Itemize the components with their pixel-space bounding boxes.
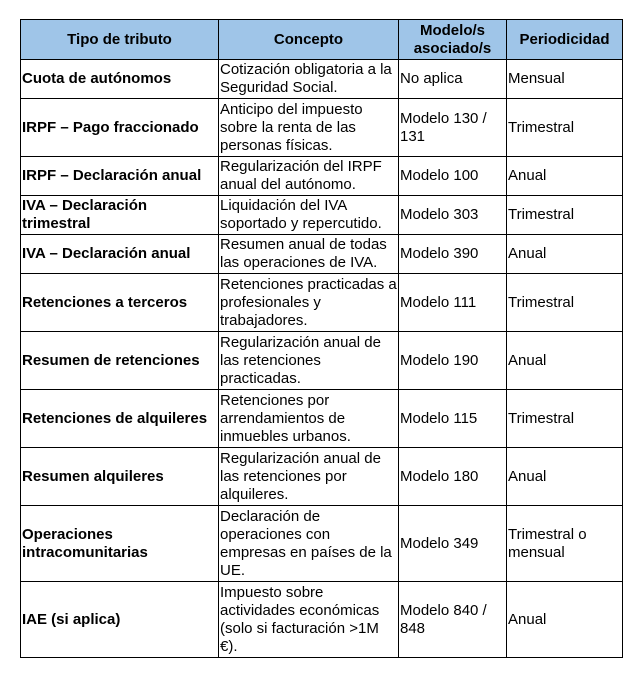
cell-concepto: Impuesto sobre actividades económicas (solo si facturación >1M €). bbox=[219, 582, 399, 658]
cell-periodicidad: Mensual bbox=[507, 60, 623, 99]
table-row bbox=[21, 274, 623, 332]
cell-modelo: Modelo 130 / 131 bbox=[399, 99, 507, 157]
header-concepto: Concepto bbox=[219, 20, 399, 60]
cell-modelo: Modelo 349 bbox=[399, 506, 507, 582]
table-row bbox=[21, 99, 623, 157]
cell-periodicidad: Trimestral bbox=[507, 390, 623, 448]
cell-periodicidad: Anual bbox=[507, 235, 623, 274]
cell-modelo: Modelo 115 bbox=[399, 390, 507, 448]
table-row bbox=[21, 235, 623, 274]
cell-periodicidad: Trimestral bbox=[507, 274, 623, 332]
cell-tipo: IRPF – Declaración anual bbox=[21, 157, 219, 196]
cell-tipo: Operaciones intracomunitarias bbox=[21, 506, 219, 582]
cell-concepto: Retenciones practicadas a profesionales y trabajadores. bbox=[219, 274, 399, 332]
header-modelo: Modelo/s asociado/s bbox=[399, 20, 507, 60]
table-row bbox=[21, 390, 623, 448]
cell-periodicidad: Anual bbox=[507, 582, 623, 658]
cell-tipo: IVA – Declaración anual bbox=[21, 235, 219, 274]
cell-periodicidad: Anual bbox=[507, 448, 623, 506]
cell-periodicidad: Anual bbox=[507, 332, 623, 390]
cell-concepto: Declaración de operaciones con empresas en países de la UE. bbox=[219, 506, 399, 582]
table-row bbox=[21, 196, 623, 235]
table-row bbox=[21, 582, 623, 658]
cell-concepto: Cotización obligatoria a la Seguridad Social. bbox=[219, 60, 399, 99]
table-row bbox=[21, 157, 623, 196]
cell-modelo: Modelo 190 bbox=[399, 332, 507, 390]
cell-modelo: Modelo 303 bbox=[399, 196, 507, 235]
cell-concepto: Liquidación del IVA soportado y repercutido. bbox=[219, 196, 399, 235]
cell-tipo: Cuota de autónomos bbox=[21, 60, 219, 99]
cell-periodicidad: Anual bbox=[507, 157, 623, 196]
table-row bbox=[21, 332, 623, 390]
cell-tipo: IRPF – Pago fraccionado bbox=[21, 99, 219, 157]
cell-tipo: Resumen de retenciones bbox=[21, 332, 219, 390]
cell-modelo: Modelo 390 bbox=[399, 235, 507, 274]
cell-tipo: Retenciones a terceros bbox=[21, 274, 219, 332]
cell-concepto: Regularización anual de las retenciones practicadas. bbox=[219, 332, 399, 390]
cell-concepto: Anticipo del impuesto sobre la renta de las personas físicas. bbox=[219, 99, 399, 157]
cell-concepto: Regularización del IRPF anual del autónomo. bbox=[219, 157, 399, 196]
cell-tipo: Resumen alquileres bbox=[21, 448, 219, 506]
cell-tipo: IVA – Declaración trimestral bbox=[21, 196, 219, 235]
table-header-row bbox=[21, 20, 623, 60]
cell-concepto: Resumen anual de todas las operaciones de IVA. bbox=[219, 235, 399, 274]
table-row bbox=[21, 448, 623, 506]
cell-modelo: Modelo 100 bbox=[399, 157, 507, 196]
cell-periodicidad: Trimestral bbox=[507, 196, 623, 235]
cell-concepto: Retenciones por arrendamientos de inmuebles urbanos. bbox=[219, 390, 399, 448]
cell-modelo: Modelo 111 bbox=[399, 274, 507, 332]
header-periodicidad: Periodicidad bbox=[507, 20, 623, 60]
cell-modelo: Modelo 840 / 848 bbox=[399, 582, 507, 658]
header-tipo: Tipo de tributo bbox=[21, 20, 219, 60]
cell-concepto: Regularización anual de las retenciones por alquileres. bbox=[219, 448, 399, 506]
cell-tipo: Retenciones de alquileres bbox=[21, 390, 219, 448]
cell-modelo: No aplica bbox=[399, 60, 507, 99]
cell-periodicidad: Trimestral o mensual bbox=[507, 506, 623, 582]
table-row bbox=[21, 506, 623, 582]
tax-table bbox=[20, 19, 623, 658]
cell-periodicidad: Trimestral bbox=[507, 99, 623, 157]
cell-modelo: Modelo 180 bbox=[399, 448, 507, 506]
table-row bbox=[21, 60, 623, 99]
cell-tipo: IAE (si aplica) bbox=[21, 582, 219, 658]
